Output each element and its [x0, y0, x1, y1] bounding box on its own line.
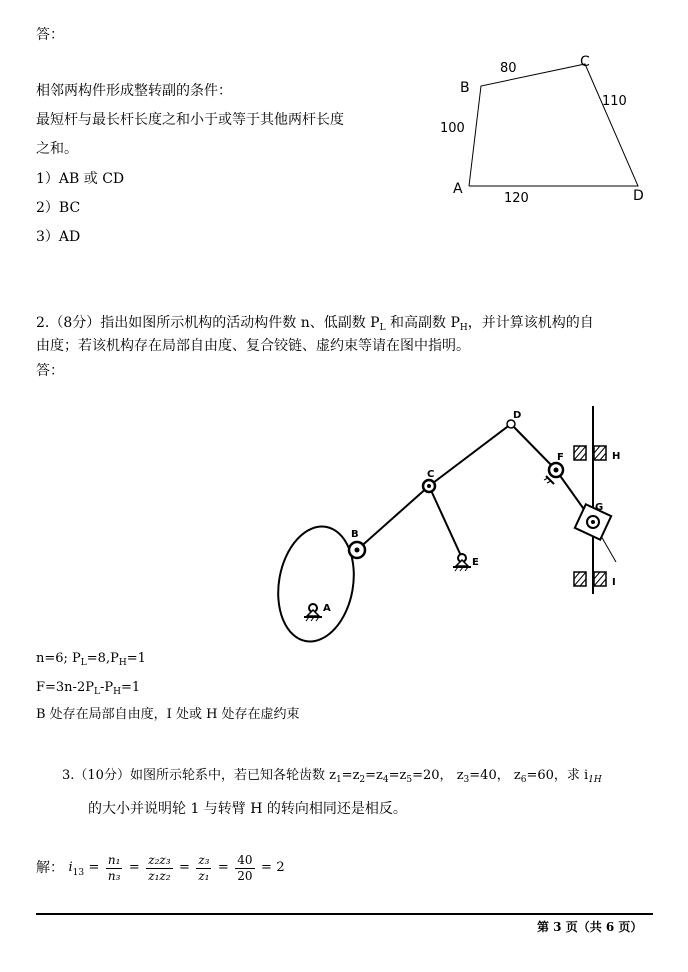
fraction-n: $\frac{\text{n₁}}{\text{n₃}}$	[107, 852, 121, 883]
link-B-C	[357, 486, 429, 550]
linkage-outline	[469, 64, 638, 186]
q2-result-3: B 处存在局部自由度，I 处或 H 处存在虚约束	[36, 707, 300, 722]
solution-label: 解：	[36, 860, 64, 876]
q1-answer-3: 3）AD	[36, 229, 81, 245]
mech-label-A: A	[323, 603, 331, 614]
mech-label-G: G	[595, 502, 604, 513]
joint-C-center	[427, 484, 431, 488]
pin-G-center	[591, 520, 595, 524]
q1-condition-line1: 最短杆与最长杆长度之和小于或等于其他两杆长度	[36, 112, 344, 128]
length-BC: 80	[500, 61, 517, 76]
mech-label-B: B	[351, 529, 359, 540]
ratio-symbol: i	[68, 860, 73, 875]
label-A: A	[453, 181, 463, 197]
q2-text-line2: 由度；若该机构存在局部自由度、复合铰链、虚约束等请在图中指明。	[36, 338, 470, 354]
q1-condition-line2: 之和。	[36, 141, 78, 157]
mech-label-C: C	[427, 469, 435, 480]
q3-solution: 解： $i_{13}$ = $\frac{\text{n₁}}{\text{n₃}}$ = $\frac{\text{z₂z₃}}{\text{z₁z₂}}$ = $\frac{\text{z₃}}{\text{z₁}}$ = $\frac{40}{20}$ = 2	[36, 852, 285, 883]
q1-condition-title: 相邻两构件形成整转副的条件：	[36, 83, 232, 99]
q2-result-1: n=6; $P_L=8,P_H=1$	[36, 651, 146, 668]
mech-label-F: F	[557, 452, 564, 463]
q1-answer-label: 答：	[36, 27, 64, 43]
mech-label-E: E	[472, 557, 479, 568]
roller-B-center	[355, 548, 360, 553]
footer-rule	[36, 913, 653, 915]
link-D-F	[511, 424, 556, 470]
label-C: C	[580, 54, 590, 70]
length-AD: 120	[504, 191, 529, 206]
q2-text-line1: 2.（8分）指出如图所示机构的活动构件数 n、低副数 $P_L$ 和高副数 $P_H$，并计算该机构的自	[36, 315, 594, 333]
mech-label-D: D	[513, 410, 522, 421]
ground-support-E	[453, 554, 471, 571]
q2-answer-label: 答：	[36, 363, 64, 379]
joint-D	[507, 420, 515, 428]
q3-line2: 的大小并说明轮 1 与转臂 H 的转向相同还是相反。	[88, 801, 407, 817]
q1-answer-1: 1）AB 或 CD	[36, 171, 125, 187]
link-C-D	[429, 424, 511, 486]
mech-label-H: H	[612, 451, 621, 462]
roller-F-center	[554, 468, 559, 473]
label-B: B	[460, 80, 470, 96]
q3-line1: 3.（10分）如图所示轮系中，若已知各轮齿数 $z_1=z_2=z_4=z_5=20$， $z_3=40$， $z_6=60$，求 $i_{1H}$	[62, 768, 602, 785]
q2-result-2: $F=3n-2P_L-P_H=1$	[36, 680, 141, 697]
ground-support-A	[304, 604, 322, 621]
label-D: D	[633, 188, 644, 204]
mechanism-figure	[270, 400, 660, 650]
mech-label-I: I	[612, 577, 616, 588]
link-C-E	[429, 486, 462, 558]
page-number: 第 3 页（共 6 页）	[537, 920, 643, 934]
fraction-z: $\frac{\text{z₃}}{\text{z₁}}$	[198, 852, 210, 883]
cam	[270, 520, 363, 647]
fraction-z-product: $\frac{\text{z₂z₃}}{\text{z₁z₂}}$	[148, 852, 171, 883]
fraction-numeric: $\frac{40}{20}$	[237, 852, 253, 883]
length-CD: 110	[602, 94, 627, 109]
length-AB: 100	[440, 121, 465, 136]
q1-answer-2: 2）BC	[36, 200, 81, 216]
four-bar-linkage-figure	[430, 48, 660, 208]
ratio-result: 2	[276, 860, 285, 875]
